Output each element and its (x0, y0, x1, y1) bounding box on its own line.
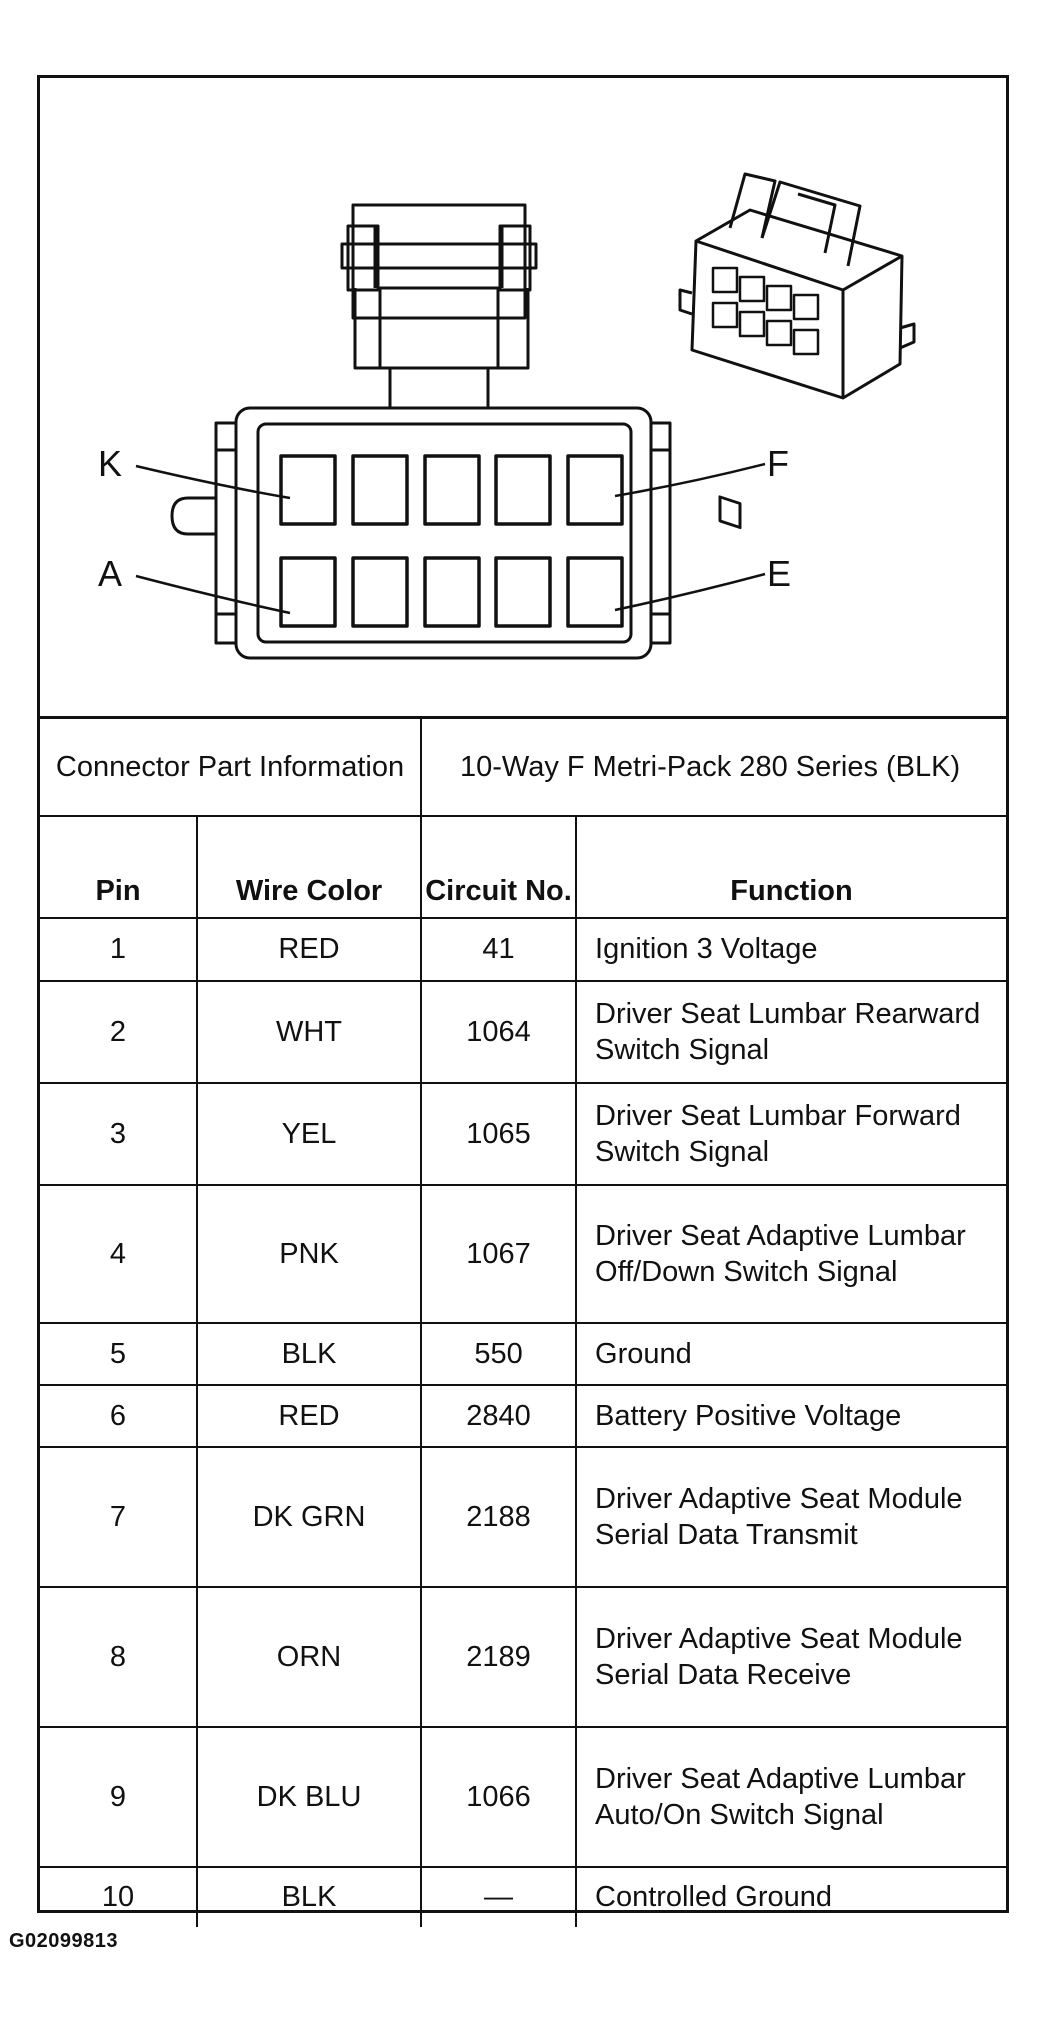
wire-color-cell: YEL (197, 1083, 421, 1185)
col-header-circuit-no: Circuit No. (421, 816, 576, 918)
circuit-cell: 1067 (421, 1185, 576, 1323)
pin-label-e: E (767, 553, 792, 594)
pin-cell: 10 (40, 1867, 197, 1927)
pin-cell: 4 (40, 1185, 197, 1323)
col-header-function: Function (576, 816, 1006, 918)
table-row (40, 1385, 1006, 1447)
circuit-cell: 2840 (421, 1385, 576, 1447)
cavity-k (281, 456, 335, 524)
cavity-e (568, 558, 622, 626)
wire-color-cell: BLK (197, 1323, 421, 1385)
circuit-cell: 1065 (421, 1083, 576, 1185)
pin-cell: 5 (40, 1323, 197, 1385)
figure-id-caption: G02099813 (9, 1930, 119, 1952)
pinout-table (40, 716, 1006, 1927)
function-cell: Driver Adaptive Seat Module Serial Data Transmit (576, 1447, 1006, 1587)
circuit-cell: 1066 (421, 1727, 576, 1867)
wire-color-cell: DK GRN (197, 1447, 421, 1587)
connector-info-value: 10-Way F Metri-Pack 280 Series (BLK) (421, 718, 1006, 816)
table-row (40, 1083, 1006, 1185)
connector-3d-view (680, 174, 914, 527)
pin-cell: 8 (40, 1587, 197, 1727)
col-header-wire-color: Wire Color (197, 816, 421, 918)
circuit-cell: — (421, 1867, 576, 1927)
function-cell: Ignition 3 Voltage (576, 918, 1006, 981)
table-row (40, 1727, 1006, 1867)
function-cell: Driver Adaptive Seat Module Serial Data Receive (576, 1587, 1006, 1727)
function-cell: Driver Seat Adaptive Lumbar Off/Down Switch Signal (576, 1185, 1006, 1323)
table-row (40, 918, 1006, 981)
table-row (40, 1867, 1006, 1927)
circuit-cell: 550 (421, 1323, 576, 1385)
function-cell: Ground (576, 1323, 1006, 1385)
function-cell: Driver Seat Lumbar Rearward Switch Signal (576, 981, 1006, 1083)
pin-cell: 2 (40, 981, 197, 1083)
function-cell: Driver Seat Adaptive Lumbar Auto/On Switch Signal (576, 1727, 1006, 1867)
table-row (40, 1587, 1006, 1727)
circuit-cell: 2188 (421, 1447, 576, 1587)
table-row (40, 981, 1006, 1083)
wire-color-cell: PNK (197, 1185, 421, 1323)
connector-latch (342, 205, 536, 408)
connector-info-label: Connector Part Information (40, 718, 421, 816)
pin-cell: 6 (40, 1385, 197, 1447)
table-row (40, 1185, 1006, 1323)
function-cell: Controlled Ground (576, 1867, 1006, 1927)
wire-color-cell: BLK (197, 1867, 421, 1927)
connector-body (172, 408, 670, 658)
cavity-f (568, 456, 622, 524)
wire-color-cell: WHT (197, 981, 421, 1083)
pin-cell: 3 (40, 1083, 197, 1185)
function-cell: Battery Positive Voltage (576, 1385, 1006, 1447)
wire-color-cell: DK BLU (197, 1727, 421, 1867)
function-cell: Driver Seat Lumbar Forward Switch Signal (576, 1083, 1006, 1185)
connector-end-view-frame (37, 75, 1009, 1913)
circuit-cell: 1064 (421, 981, 576, 1083)
cavity-a (281, 558, 335, 626)
wire-color-cell: RED (197, 918, 421, 981)
circuit-cell: 2189 (421, 1587, 576, 1727)
pin-label-a: A (98, 553, 123, 594)
table-row (40, 1323, 1006, 1385)
column-header-row (40, 816, 1006, 918)
wire-color-cell: ORN (197, 1587, 421, 1727)
pin-label-f: F (767, 443, 789, 484)
connector-face-diagram (40, 78, 1006, 716)
wire-color-cell: RED (197, 1385, 421, 1447)
connector-info-row (40, 718, 1006, 816)
pin-cell: 7 (40, 1447, 197, 1587)
pin-label-k: K (98, 443, 123, 484)
pin-cell: 1 (40, 918, 197, 981)
table-row (40, 1447, 1006, 1587)
pin-cell: 9 (40, 1727, 197, 1867)
circuit-cell: 41 (421, 918, 576, 981)
col-header-pin: Pin (40, 816, 197, 918)
pin-cavities (281, 456, 622, 626)
